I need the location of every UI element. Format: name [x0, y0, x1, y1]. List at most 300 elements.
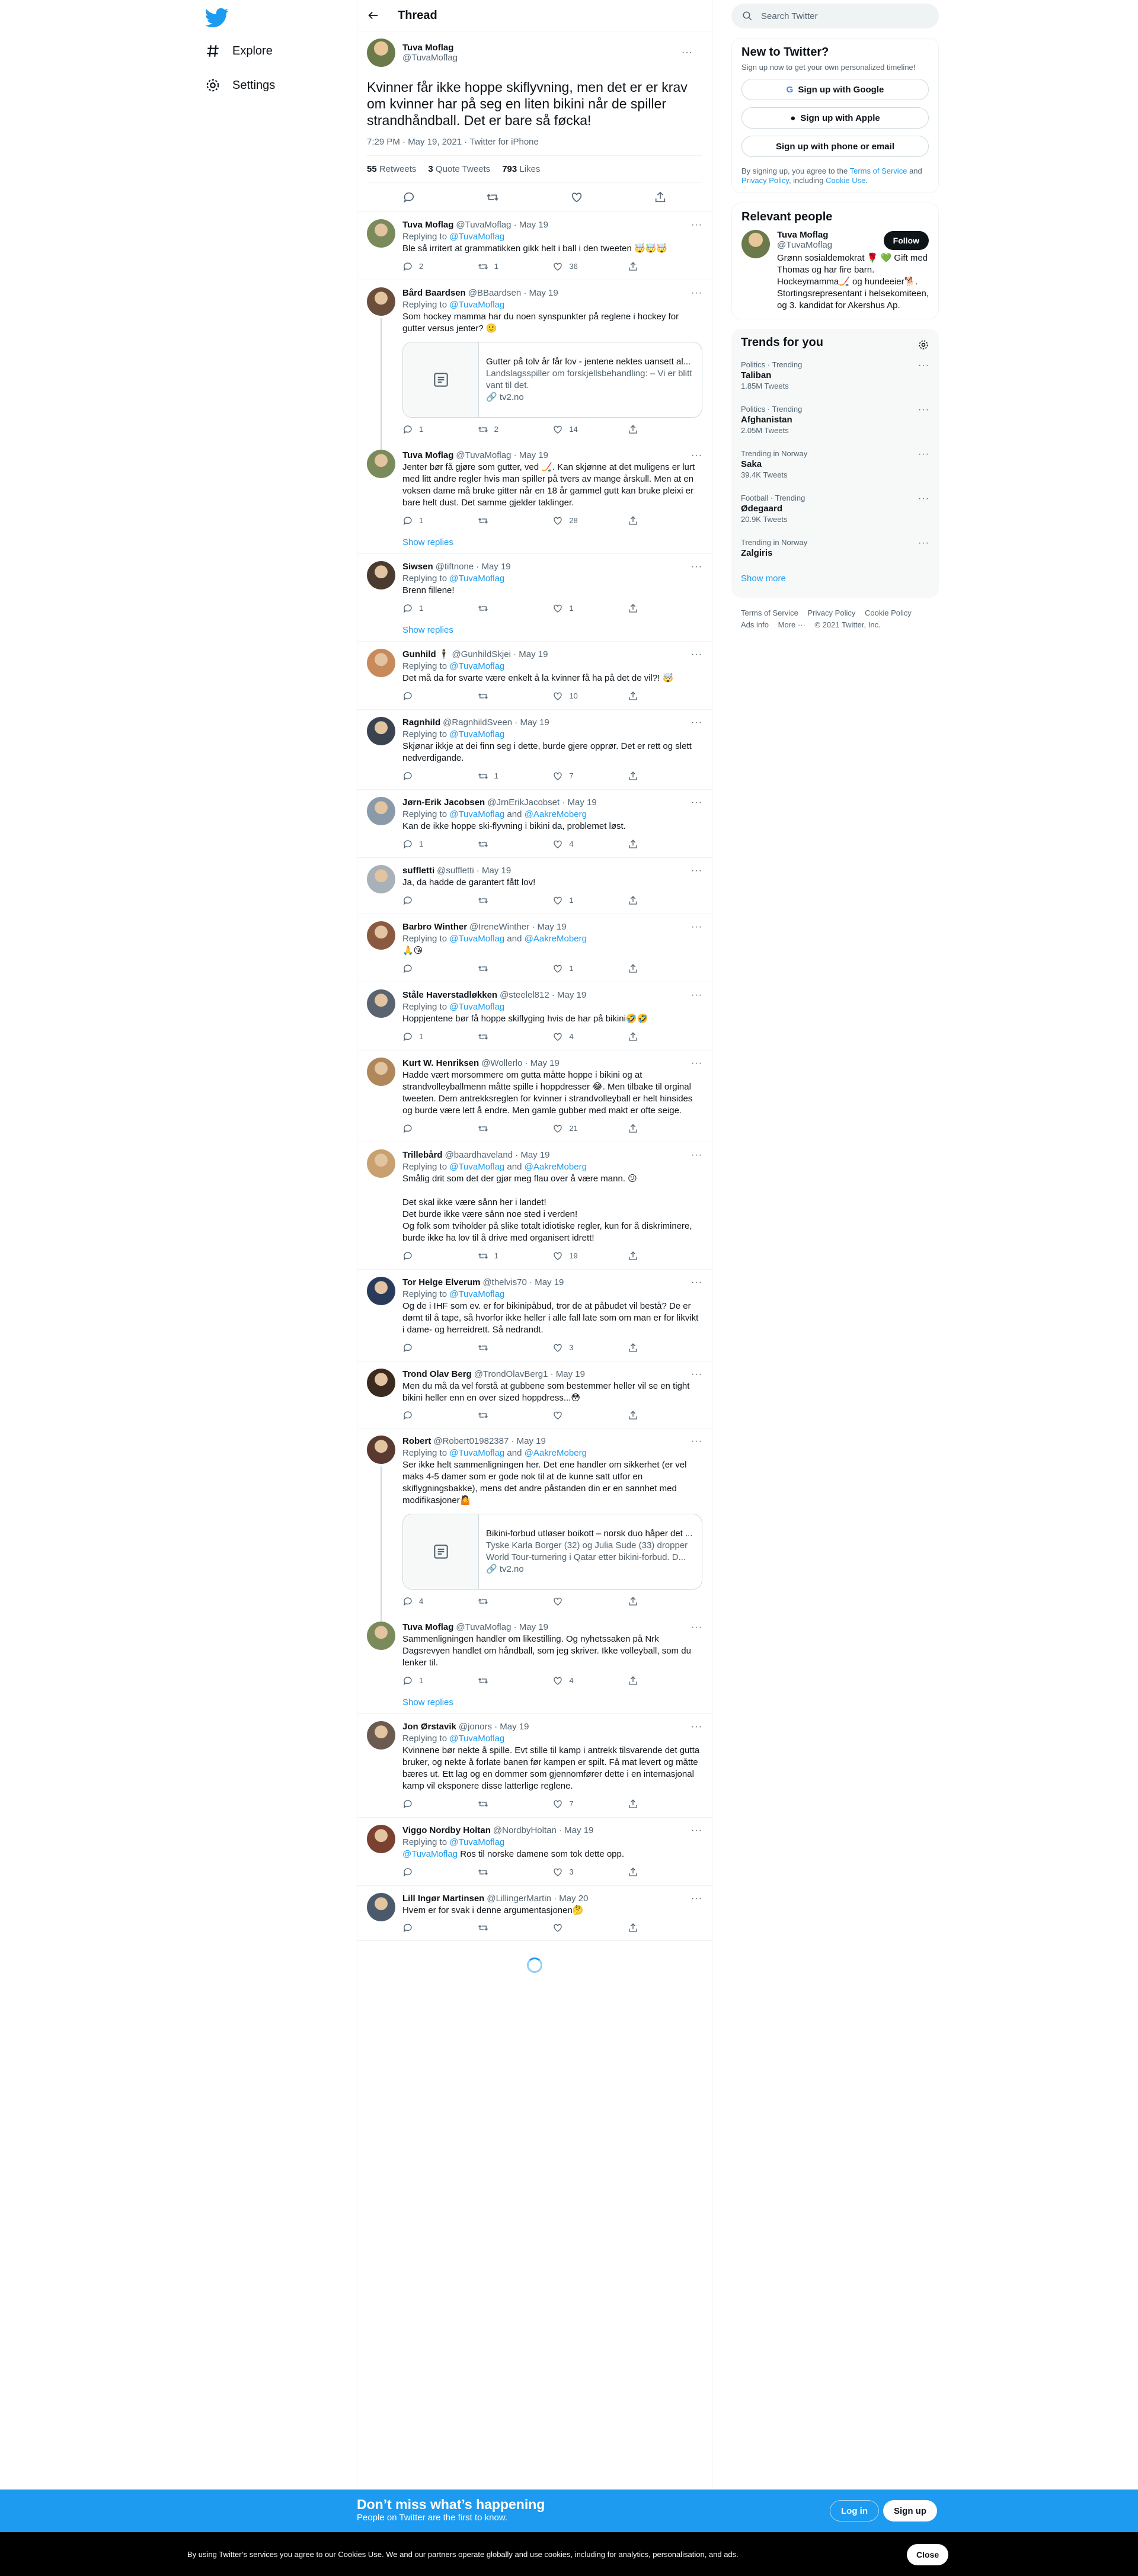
mention-link[interactable]: @TuvaMoflag	[449, 1448, 505, 1458]
retweet-button[interactable]	[478, 1031, 513, 1043]
mention-link[interactable]: @TuvaMoflag	[449, 809, 505, 819]
trend-item[interactable]	[741, 486, 929, 531]
author-handle[interactable]: @GunhildSkjei · May 19	[452, 649, 548, 659]
more-icon[interactable]: ···	[691, 1893, 702, 1904]
author-handle[interactable]: @Wollerlo · May 19	[481, 1058, 560, 1068]
share-icon	[628, 424, 638, 435]
reply-icon	[402, 424, 413, 435]
like-count[interactable]: 793 Likes	[502, 164, 541, 174]
gear-icon	[205, 78, 220, 93]
search-input[interactable]: Search Twitter	[761, 11, 818, 21]
author-name[interactable]: Robert	[402, 1436, 431, 1446]
author-handle[interactable]: @RagnhildSveen · May 19	[443, 717, 549, 728]
reply-tweet[interactable]	[357, 443, 712, 534]
focal-tweet	[357, 31, 712, 212]
author-name[interactable]: Barbro Winther	[402, 922, 468, 932]
retweet-button[interactable]	[478, 838, 513, 850]
mention-link[interactable]: @AakreMoberg	[524, 809, 587, 819]
reply-icon	[402, 771, 413, 781]
avatar[interactable]	[367, 1436, 395, 1464]
terms-link[interactable]: Terms of Service	[849, 166, 907, 175]
avatar[interactable]	[367, 1893, 395, 1921]
person-name[interactable]: Tuva Moflag	[777, 230, 829, 240]
reply-count: 4	[419, 1597, 424, 1606]
footer-privacy[interactable]: Privacy Policy	[807, 608, 856, 617]
share-button[interactable]	[628, 261, 663, 273]
reply-icon	[402, 1410, 413, 1421]
like-button[interactable]	[552, 1675, 588, 1687]
like-button[interactable]	[552, 1250, 588, 1262]
share-button[interactable]	[628, 603, 663, 614]
retweet-icon	[478, 691, 488, 701]
avatar[interactable]	[367, 561, 395, 589]
author-name[interactable]: Lill Ingør Martinsen	[402, 1893, 485, 1904]
avatar[interactable]	[367, 649, 395, 677]
like-button[interactable]	[552, 603, 588, 614]
nav-settings[interactable]	[205, 73, 275, 97]
reply-button[interactable]	[402, 1798, 438, 1810]
retweet-button[interactable]	[478, 424, 513, 435]
tweet-actions	[402, 515, 663, 527]
avatar[interactable]	[741, 230, 770, 258]
footer-more[interactable]: More ···	[778, 620, 805, 629]
more-icon[interactable]: ···	[691, 1436, 702, 1446]
reply-button[interactable]	[402, 603, 438, 614]
replying-to: Replying to @TuvaMoflag	[402, 1289, 505, 1299]
more-icon[interactable]: ···	[918, 449, 929, 459]
share-icon	[628, 1251, 638, 1261]
more-icon[interactable]: ···	[691, 922, 702, 932]
mention-link[interactable]: @TuvaMoflag	[449, 661, 505, 671]
mention-link[interactable]: @TuvaMoflag	[449, 934, 505, 944]
trend-category: Politics · Trending	[741, 360, 803, 369]
author-name[interactable]: Kurt W. Henriksen	[402, 1058, 480, 1068]
retweet-button[interactable]	[478, 1250, 513, 1262]
avatar[interactable]	[367, 797, 395, 825]
twitter-logo-icon[interactable]	[205, 6, 229, 30]
phone-signup-button[interactable]: Sign up with phone or email	[741, 136, 929, 157]
retweet-button[interactable]	[478, 603, 513, 614]
author-handle[interactable]: @baardhaveland · May 19	[445, 1150, 550, 1160]
like-button[interactable]	[552, 1923, 588, 1933]
share-button[interactable]	[628, 1410, 663, 1421]
reply-button[interactable]	[402, 838, 438, 850]
author-handle[interactable]: @BBaardsen · May 19	[468, 288, 558, 298]
reply-button[interactable]	[402, 963, 438, 975]
reply-count: 1	[419, 516, 424, 525]
share-button[interactable]	[628, 1342, 663, 1354]
share-icon	[628, 1923, 638, 1933]
like-button[interactable]	[552, 1123, 588, 1135]
avatar[interactable]	[367, 865, 395, 893]
share-button[interactable]	[628, 690, 663, 702]
trend-item[interactable]	[741, 531, 929, 566]
gear-icon[interactable]	[918, 339, 929, 351]
share-button[interactable]	[628, 1031, 663, 1043]
reply-button[interactable]	[402, 1410, 438, 1421]
like-button[interactable]	[552, 690, 588, 702]
reply-button[interactable]	[402, 1923, 438, 1933]
reply-tweet[interactable]	[357, 1270, 712, 1361]
more-icon[interactable]: ···	[682, 47, 693, 57]
more-icon[interactable]: ···	[918, 538, 929, 548]
share-icon[interactable]	[654, 191, 667, 204]
reply-button[interactable]	[402, 1866, 438, 1878]
retweet-button[interactable]	[478, 1123, 513, 1135]
author-handle[interactable]: @IreneWinther · May 19	[469, 922, 567, 932]
author-name[interactable]: Jon Ørstavik	[402, 1722, 456, 1732]
back-arrow-icon[interactable]	[367, 9, 380, 22]
reply-button[interactable]	[402, 515, 438, 527]
author-name[interactable]: Gunhild 🕴	[402, 649, 450, 659]
reply-icon	[402, 1343, 413, 1353]
author-handle[interactable]: @jonors · May 19	[458, 1722, 529, 1732]
mention-link[interactable]: @TuvaMoflag	[402, 1849, 461, 1859]
reply-button[interactable]	[402, 1342, 438, 1354]
share-button[interactable]	[628, 895, 663, 906]
avatar[interactable]	[367, 1369, 395, 1397]
author-name[interactable]: Bård Baardsen	[402, 288, 466, 298]
author-name[interactable]: Tuva Moflag	[402, 450, 454, 460]
author-name[interactable]: Ragnhild	[402, 717, 441, 728]
share-button[interactable]	[628, 1595, 663, 1607]
quote-count[interactable]: 3 Quote Tweets	[428, 164, 491, 174]
avatar[interactable]	[367, 1825, 395, 1853]
reply-button[interactable]	[402, 895, 438, 906]
heart-icon	[552, 261, 563, 272]
nav-explore[interactable]	[205, 39, 273, 63]
show-replies-link[interactable]: Show replies	[357, 1694, 712, 1714]
reply-tweet[interactable]	[357, 1818, 712, 1886]
trend-category: Football · Trending	[741, 494, 805, 502]
close-button[interactable]: Close	[907, 2544, 948, 2565]
footer-cookie[interactable]: Cookie Policy	[864, 608, 912, 617]
retweet-button[interactable]	[478, 1595, 513, 1607]
more-icon[interactable]: ···	[691, 649, 702, 659]
retweet-button[interactable]	[478, 515, 513, 527]
like-button[interactable]	[552, 1342, 588, 1354]
reply-button[interactable]	[402, 690, 438, 702]
reply-tweet[interactable]	[357, 642, 712, 710]
mention-link[interactable]: @AakreMoberg	[524, 1162, 587, 1172]
retweet-button[interactable]	[478, 1342, 513, 1354]
more-icon[interactable]: ···	[918, 405, 929, 415]
author-name[interactable]: suffletti	[402, 866, 435, 876]
mention-link[interactable]: @TuvaMoflag	[449, 300, 505, 310]
author-name[interactable]: Ståle Haverstadløkken	[402, 990, 498, 1000]
replying-to: Replying to @TuvaMoflag and @AakreMoberg	[402, 809, 587, 819]
trend-name: Ødegaard	[741, 504, 783, 514]
share-button[interactable]	[628, 838, 663, 850]
reply-tweet[interactable]	[357, 914, 712, 982]
share-button[interactable]	[628, 1866, 663, 1878]
avatar[interactable]	[367, 1149, 395, 1178]
more-icon[interactable]: ···	[691, 1722, 702, 1732]
author-handle[interactable]: @thelvis70 · May 19	[482, 1277, 564, 1287]
retweet-count[interactable]: 55 Retweets	[367, 164, 417, 174]
reply-button[interactable]	[402, 1675, 438, 1687]
more-icon[interactable]: ···	[691, 717, 702, 728]
like-button[interactable]	[552, 261, 588, 273]
author-handle[interactable]: @TuvaMoflag · May 19	[456, 1622, 548, 1632]
footer-ads[interactable]: Ads info	[741, 620, 769, 629]
trend-item[interactable]	[741, 442, 929, 486]
search-box[interactable]	[731, 4, 939, 28]
replying-to: Replying to @TuvaMoflag	[402, 1734, 505, 1744]
reply-button[interactable]	[402, 424, 438, 435]
like-button[interactable]	[552, 1031, 588, 1043]
google-signup-button[interactable]: G Sign up with Google	[741, 79, 929, 100]
footer-terms[interactable]: Terms of Service	[741, 608, 798, 617]
reply-tweet[interactable]	[357, 710, 712, 790]
mention-link[interactable]: @TuvaMoflag	[449, 1734, 505, 1744]
follow-button[interactable]: Follow	[884, 231, 929, 250]
tweet-actions	[402, 963, 663, 975]
more-icon[interactable]: ···	[691, 450, 702, 460]
share-button[interactable]	[628, 1123, 663, 1135]
more-icon[interactable]: ···	[691, 797, 702, 808]
tweet-text: Ser ikke helt sammenligningen her. Det ene handler om sikkerhet (er vel maks 4-5 damer som er gode nok til at de kunne satt utfor en skiflygningsbakke), mens det andre påstanden din er en sannhet med modifikasjoner🤷	[402, 1460, 689, 1505]
tweet-text: Jenter bør få gjøre som gutter, ved 🏒. Kan skjønne at det muligens er lurt med litt andre regler hvis man spiller på tvers av mange årskull. Men at en voksen dame må bruke gitter når en 18 år gammel gutt kan bruke pleixi er bare helt dust. Det samme gjelder taklinger.	[402, 462, 698, 508]
login-button[interactable]: Log in	[830, 2500, 879, 2521]
card-description: Landslagsspiller om forskjellsbehandling: – Vi er blitt vant til det.	[486, 369, 692, 390]
retweet-icon	[478, 895, 488, 906]
retweet-icon	[478, 424, 488, 435]
signup-button[interactable]: Sign up	[883, 2500, 937, 2521]
author-handle[interactable]: @TrondOlavBerg1 · May 19	[474, 1369, 585, 1379]
author-name[interactable]: Trond Olav Berg	[402, 1369, 472, 1379]
retweet-button[interactable]	[478, 963, 513, 975]
heart-icon	[552, 1410, 563, 1421]
tweet-meta[interactable]: 7:29 PM · May 19, 2021 · Twitter for iPhone	[367, 137, 702, 156]
retweet-button[interactable]	[478, 1923, 513, 1933]
share-button[interactable]	[628, 1250, 663, 1262]
author-handle[interactable]: @TuvaMoflag · May 19	[456, 450, 548, 460]
heart-icon	[552, 1923, 563, 1933]
link-card[interactable]	[402, 1514, 702, 1590]
author-name[interactable]: Tor Helge Elverum	[402, 1277, 481, 1287]
more-icon[interactable]: ···	[691, 1369, 702, 1379]
mention-link[interactable]: @AakreMoberg	[524, 1448, 587, 1458]
person-handle: @TuvaMoflag	[777, 240, 833, 250]
author-name[interactable]: Jørn-Erik Jacobsen	[402, 797, 485, 808]
avatar[interactable]	[367, 287, 395, 316]
reply-button[interactable]	[402, 1031, 438, 1043]
more-icon[interactable]: ···	[918, 494, 929, 504]
like-button[interactable]	[552, 424, 588, 435]
reply-tweet[interactable]	[357, 1142, 712, 1270]
reply-button[interactable]	[402, 1595, 438, 1607]
like-count: 4	[569, 1676, 574, 1685]
reply-button[interactable]	[402, 1123, 438, 1135]
author-handle[interactable]: @NordbyHoltan · May 19	[493, 1825, 594, 1835]
author-name[interactable]: Tuva Moflag	[402, 1622, 454, 1632]
like-button[interactable]	[552, 770, 588, 782]
like-button[interactable]	[552, 838, 588, 850]
show-replies-link[interactable]: Show replies	[357, 534, 712, 554]
trend-name: Taliban	[741, 370, 772, 380]
reply-tweet[interactable]	[357, 554, 712, 621]
more-icon[interactable]: ···	[691, 1277, 702, 1287]
author-name[interactable]: Viggo Nordby Holtan	[402, 1825, 491, 1835]
mention-link[interactable]: @TuvaMoflag	[449, 573, 505, 584]
reply-tweet[interactable]	[357, 1614, 712, 1694]
heart-icon	[552, 424, 563, 435]
avatar[interactable]	[367, 450, 395, 478]
heart-icon	[552, 1596, 563, 1607]
author-handle[interactable]: @JrnErikJacobset · May 19	[487, 797, 597, 808]
share-button[interactable]	[628, 963, 663, 975]
apple-signup-button[interactable]: ● Sign up with Apple	[741, 107, 929, 129]
author-handle[interactable]: @TuvaMoflag · May 19	[456, 220, 548, 230]
like-button[interactable]	[552, 1595, 588, 1607]
author-handle[interactable]: @steelel812 · May 19	[500, 990, 587, 1000]
reply-tweet[interactable]	[357, 1428, 712, 1614]
retweet-button[interactable]	[478, 690, 513, 702]
retweet-button[interactable]	[478, 770, 513, 782]
more-icon[interactable]: ···	[691, 220, 702, 230]
like-button[interactable]	[552, 1866, 588, 1878]
like-button[interactable]	[552, 1410, 588, 1421]
retweet-icon[interactable]	[486, 191, 499, 204]
retweet-icon	[478, 771, 488, 781]
like-count: 1	[569, 896, 574, 905]
mention-link[interactable]: @TuvaMoflag	[449, 1837, 505, 1847]
trend-name: Zalgiris	[741, 548, 773, 558]
reply-button[interactable]	[402, 261, 438, 273]
thread-header	[357, 0, 712, 31]
author-handle[interactable]: @Robert01982387 · May 19	[433, 1436, 546, 1446]
retweet-button[interactable]	[478, 1675, 513, 1687]
author-name[interactable]: Tuva Moflag	[402, 220, 454, 230]
mention-link[interactable]: @TuvaMoflag	[449, 232, 505, 242]
tweet-actions	[402, 1031, 663, 1043]
more-icon[interactable]: ···	[918, 360, 929, 370]
author-name[interactable]: Trillebård	[402, 1150, 443, 1160]
retweet-button[interactable]	[478, 261, 513, 273]
share-button[interactable]	[628, 424, 663, 435]
more-icon[interactable]: ···	[691, 1622, 702, 1632]
avatar[interactable]	[367, 1622, 395, 1650]
author-handle[interactable]: @LillingerMartin · May 20	[487, 1893, 589, 1904]
more-icon[interactable]: ···	[691, 990, 702, 1000]
replying-to: Replying to @TuvaMoflag	[402, 1837, 505, 1847]
avatar[interactable]	[367, 989, 395, 1018]
retweet-button[interactable]	[478, 1798, 513, 1810]
avatar[interactable]	[367, 39, 395, 67]
retweet-button[interactable]	[478, 895, 513, 906]
heart-icon[interactable]	[570, 191, 583, 204]
author-handle[interactable]: @suffletti · May 19	[437, 866, 512, 876]
reply-icon[interactable]	[402, 191, 415, 204]
avatar[interactable]	[367, 1721, 395, 1750]
share-button[interactable]	[628, 1923, 663, 1933]
tweet-text: Kvinnene bør nekte å spille. Evt stille til kamp i antrekk tilsvarende det gutta bruker, og nekte å forlate banen før kampen er spilt. Få mat levert og måtte bæres ut. Ett lag og en dommer som gjennomfører dette i en internasjonal kamp vil eksponere disse latterlige reglene.	[402, 1745, 702, 1791]
show-more-link[interactable]: Show more	[741, 573, 786, 584]
tweet-actions	[402, 1798, 663, 1810]
relevant-person[interactable]	[741, 230, 929, 312]
reply-tweet[interactable]	[357, 1714, 712, 1818]
more-icon[interactable]: ···	[691, 866, 702, 876]
more-icon[interactable]: ···	[691, 288, 702, 298]
reply-tweet[interactable]	[357, 982, 712, 1050]
share-button[interactable]	[628, 770, 663, 782]
reply-icon	[402, 1031, 413, 1042]
tweet-text: Men du må da vel forstå at gubbene som bestemmer heller vil se en tight bikini heller enn en over sized hoppdress...😳	[402, 1381, 692, 1403]
like-count: 36	[569, 262, 578, 271]
reply-tweet[interactable]	[357, 1361, 712, 1428]
reply-tweet[interactable]	[357, 212, 712, 280]
share-button[interactable]	[628, 1798, 663, 1810]
reply-tweet[interactable]	[357, 790, 712, 858]
trend-category: Trending in Norway	[741, 538, 808, 547]
reply-tweet[interactable]	[357, 280, 712, 443]
retweet-icon	[478, 603, 488, 614]
share-button[interactable]	[628, 515, 663, 527]
more-icon[interactable]: ···	[691, 1058, 702, 1068]
page-title: Thread	[398, 8, 437, 22]
trend-item[interactable]	[741, 398, 929, 442]
like-count: 19	[569, 1251, 578, 1260]
like-button[interactable]	[552, 515, 588, 527]
link-card[interactable]	[402, 342, 702, 418]
mention-link[interactable]: @AakreMoberg	[524, 934, 587, 944]
banner-subtitle: People on Twitter are the first to know.	[357, 2513, 508, 2523]
author-handle[interactable]: @TuvaMoflag	[402, 53, 458, 63]
like-button[interactable]	[552, 895, 588, 906]
reply-tweet[interactable]	[357, 1050, 712, 1142]
reply-tweet[interactable]	[357, 1886, 712, 1941]
author-name[interactable]: Siwsen	[402, 562, 433, 572]
retweet-button[interactable]	[478, 1866, 513, 1878]
privacy-link[interactable]: Privacy Policy	[741, 176, 789, 185]
trend-item[interactable]	[741, 353, 929, 398]
reply-button[interactable]	[402, 770, 438, 782]
retweet-button[interactable]	[478, 1410, 513, 1421]
author-name[interactable]: Tuva Moflag	[402, 43, 454, 53]
author-handle[interactable]: @tiftnone · May 19	[435, 562, 511, 572]
mention-link[interactable]: @TuvaMoflag	[449, 729, 505, 739]
show-replies-link[interactable]: Show replies	[357, 621, 712, 642]
cookie-use-link[interactable]: Cookie Use	[826, 176, 866, 185]
retweet-icon	[478, 1923, 488, 1933]
share-icon	[628, 1867, 638, 1877]
more-icon[interactable]: ···	[691, 1150, 702, 1160]
trend-list	[741, 353, 929, 566]
heart-icon	[552, 1031, 563, 1042]
avatar[interactable]	[367, 1058, 395, 1086]
share-icon	[628, 261, 638, 272]
avatar[interactable]	[367, 717, 395, 745]
avatar[interactable]	[367, 1277, 395, 1305]
retweet-count: 1	[494, 771, 498, 780]
avatar[interactable]	[367, 219, 395, 248]
reply-button[interactable]	[402, 1250, 438, 1262]
more-icon[interactable]: ···	[691, 1825, 702, 1835]
more-icon[interactable]: ···	[691, 562, 702, 572]
reply-tweet[interactable]	[357, 858, 712, 914]
share-icon	[628, 603, 638, 614]
mention-link[interactable]: @TuvaMoflag	[449, 1002, 505, 1012]
tweet-text: Kan de ikke hoppe ski-flyvning i bikini da, problemet løst.	[402, 821, 626, 831]
like-button[interactable]	[552, 1798, 588, 1810]
signup-subtitle: Sign up now to get your own personalized timeline!	[741, 63, 916, 72]
share-button[interactable]	[628, 1675, 663, 1687]
mention-link[interactable]: @TuvaMoflag	[449, 1162, 505, 1172]
avatar[interactable]	[367, 921, 395, 950]
like-button[interactable]	[552, 963, 588, 975]
mention-link[interactable]: @TuvaMoflag	[449, 1289, 505, 1299]
